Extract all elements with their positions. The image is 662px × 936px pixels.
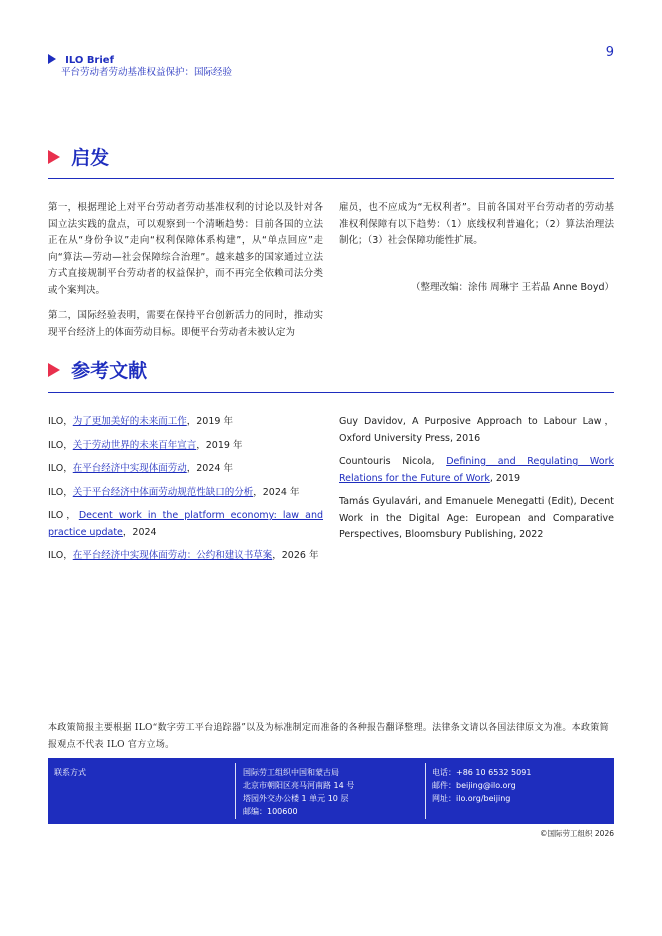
paragraph-first: 第一，根据理论上对平台劳动者劳动基准权利的讨论以及针对各国立法实践的盘点，可以观察到一个清晰趋势：目前各国的立法正在从“身份争议”走向“权利保障体系构建”，从“单点回应”走向“算法—劳动—社会保障综合治理”。越来越多的国家通过立法方式直接规制平台劳动者的权益保护，而不再完全依赖司法分类或个案判决。 [48, 202, 323, 296]
section-title: 启发 [71, 147, 110, 169]
reference-link[interactable]: 关于平台经济中体面劳动规范性缺口的分析 [72, 486, 254, 498]
reference-item: ILO，为了更加美好的未来而工作，2019 年 [48, 416, 233, 427]
reference-item: ILO，关于平台经济中体面劳动规范性缺口的分析，2024 年 [48, 486, 300, 498]
reference-link[interactable]: 在平台经济中实现体面劳动 [72, 463, 187, 474]
section-divider [48, 178, 614, 179]
inspiration-right-column [339, 200, 614, 250]
reference-link[interactable]: Decent work in the platform economy: law and practice update [48, 510, 324, 538]
disclaimer-text: 本政策简报主要根据 ILO“数字劳工平台追踪器”以及为标准制定而准备的各种报告翻译整理。法律条文请以各国法律原文为准。本政策简报观点不代表 ILO 官方立场。 [48, 723, 609, 750]
section-triangle-icon [48, 150, 60, 164]
section-title: 参考文献 [71, 360, 148, 382]
reference-link[interactable]: Defining and Regulating Work Relations for the Future of Work [339, 456, 614, 484]
reference-item: Countouris Nicola, Defining and Regulating Work Relations for the Future of Work, 2019 [339, 456, 614, 484]
website-line[interactable]: 网址：ilo.org/beijing [432, 794, 511, 803]
reference-item: ILO，Decent work in the platform economy: law and practice update，2024 [48, 510, 324, 538]
section-heading-inspiration [48, 143, 109, 170]
phone-line: 电话：+86 10 6532 5091 [432, 768, 532, 777]
reference-item: Guy Davidov, A Purposive Approach to Labour Law，Oxford University Press, 2016 [339, 416, 614, 444]
contact-footer [48, 758, 614, 824]
inspiration-left-column [48, 200, 323, 341]
footer-divider [425, 763, 426, 819]
section-triangle-icon [48, 363, 60, 377]
reference-item: ILO，在平台经济中实现体面劳动，2024 年 [48, 463, 233, 474]
brief-subtitle: 平台劳动者劳动基准权益保护：国际经验 [61, 67, 233, 78]
references-left-column [48, 414, 323, 572]
reference-item: ILO，关于劳动世界的未来百年宣言，2019 年 [48, 439, 243, 451]
section-heading-references [48, 356, 147, 383]
contact-label: 联系方式 [54, 768, 86, 777]
references-right-column [339, 414, 614, 551]
office-address: 国际劳工组织中国和蒙古局 北京市朝阳区亮马河南路 14 号 塔园外交办公楼 1 单元 10 层 邮编：100600 [243, 768, 355, 816]
office-contacts [432, 766, 531, 805]
brief-label: ILO Brief [65, 55, 114, 66]
reference-item: Tamás Gyulavári, and Emanuele Menegatti (Edit), Decent Work in the Digital Age: European and Comparative Perspectives, Bloomsbury Publishing, 2022 [339, 496, 614, 540]
editor-credit: （整理改编：涂伟 周琳宇 王若晶 Anne Boyd） [411, 282, 614, 293]
reference-link[interactable]: 关于劳动世界的未来百年宣言 [72, 439, 197, 451]
copyright-notice: ©国际劳工组织 2026 [540, 829, 614, 838]
header-triangle-icon [48, 54, 56, 64]
section-divider [48, 392, 614, 393]
reference-item: ILO，在平台经济中实现体面劳动：公约和建议书草案，2026 年 [48, 550, 319, 561]
footer-divider [235, 763, 236, 819]
email-line[interactable]: 邮件：beijing@ilo.org [432, 781, 516, 790]
paragraph-continued: 雇员，也不应成为“无权利者”。目前各国对平台劳动者的劳动基准权利保障有以下趋势：（1）底线权利普遍化；（2）算法治理法制化；（3）社会保障功能性扩展。 [339, 202, 614, 246]
page-number: 9 [605, 45, 614, 60]
reference-link[interactable]: 为了更加美好的未来而工作 [72, 416, 187, 427]
reference-link[interactable]: 在平台经济中实现体面劳动：公约和建议书草案 [72, 550, 273, 561]
paragraph-second: 第二，国际经验表明，需要在保持平台创新活力的同时，推动实现平台经济上的体面劳动目标。即便平台劳动者未被认定为 [48, 310, 323, 338]
